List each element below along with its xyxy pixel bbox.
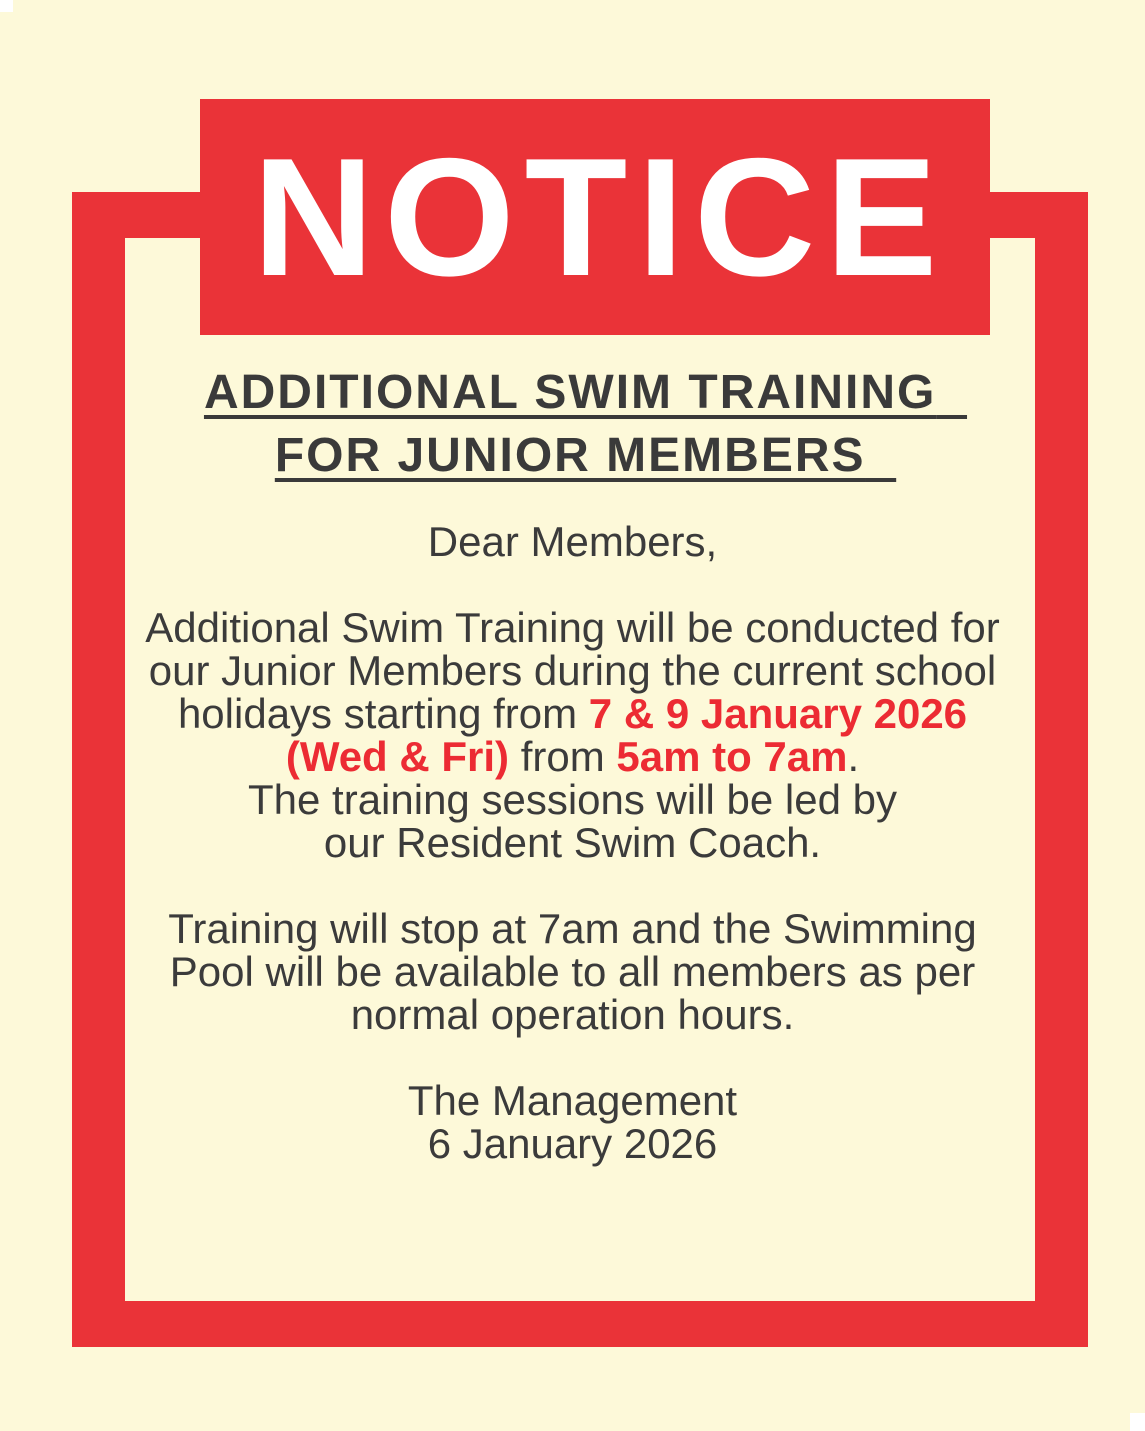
paragraph-1-line-6: our Resident Swim Coach.	[323, 819, 822, 866]
signoff	[0, 1079, 1145, 1165]
days-highlight: (Wed & Fri)	[285, 733, 510, 780]
line-4-normal-text: from	[509, 733, 617, 780]
paragraph-1-line-4	[0, 735, 1145, 778]
paragraph-1-line-3	[0, 692, 1145, 735]
paragraph-2-line-1: Training will stop at 7am and the Swimming	[168, 905, 977, 952]
heading-line-2: FOR JUNIOR MEMBERS	[274, 429, 866, 482]
start-dates-highlight: 7 & 9 January 2026	[588, 690, 968, 737]
line-4-period: .	[847, 733, 860, 780]
notice-heading	[0, 361, 1145, 487]
notice-body	[0, 520, 1145, 1165]
paragraph-1-line-1: Additional Swim Training will be conducted for	[145, 604, 1000, 651]
notice-banner	[200, 99, 990, 335]
salutation	[0, 520, 1145, 563]
paragraph-1	[0, 606, 1145, 864]
corner-artifact-bottom-right	[1130, 1413, 1145, 1431]
heading-line-2-wrap	[0, 424, 1145, 487]
paragraph-2-line-3: normal operation hours.	[350, 991, 795, 1038]
corner-artifact-top-left	[0, 0, 13, 12]
line-3-normal-text: holidays starting from	[177, 690, 589, 737]
paragraph-1-line-5: The training sessions will be led by	[248, 776, 897, 823]
signoff-author: The Management	[407, 1077, 738, 1124]
paragraph-2	[0, 907, 1145, 1036]
signoff-date: 6 January 2026	[427, 1120, 718, 1167]
hours-highlight: 5am to 7am	[616, 733, 848, 780]
paragraph-1-line-2: our Junior Members during the current school	[148, 647, 997, 694]
paragraph-2-line-2: Pool will be available to all members as per	[169, 948, 976, 995]
salutation-text: Dear Members,	[427, 518, 718, 565]
heading-line-1-wrap	[0, 361, 1145, 424]
notice-banner-label: NOTICE	[252, 123, 948, 311]
heading-line-1: ADDITIONAL SWIM TRAINING	[203, 366, 937, 419]
